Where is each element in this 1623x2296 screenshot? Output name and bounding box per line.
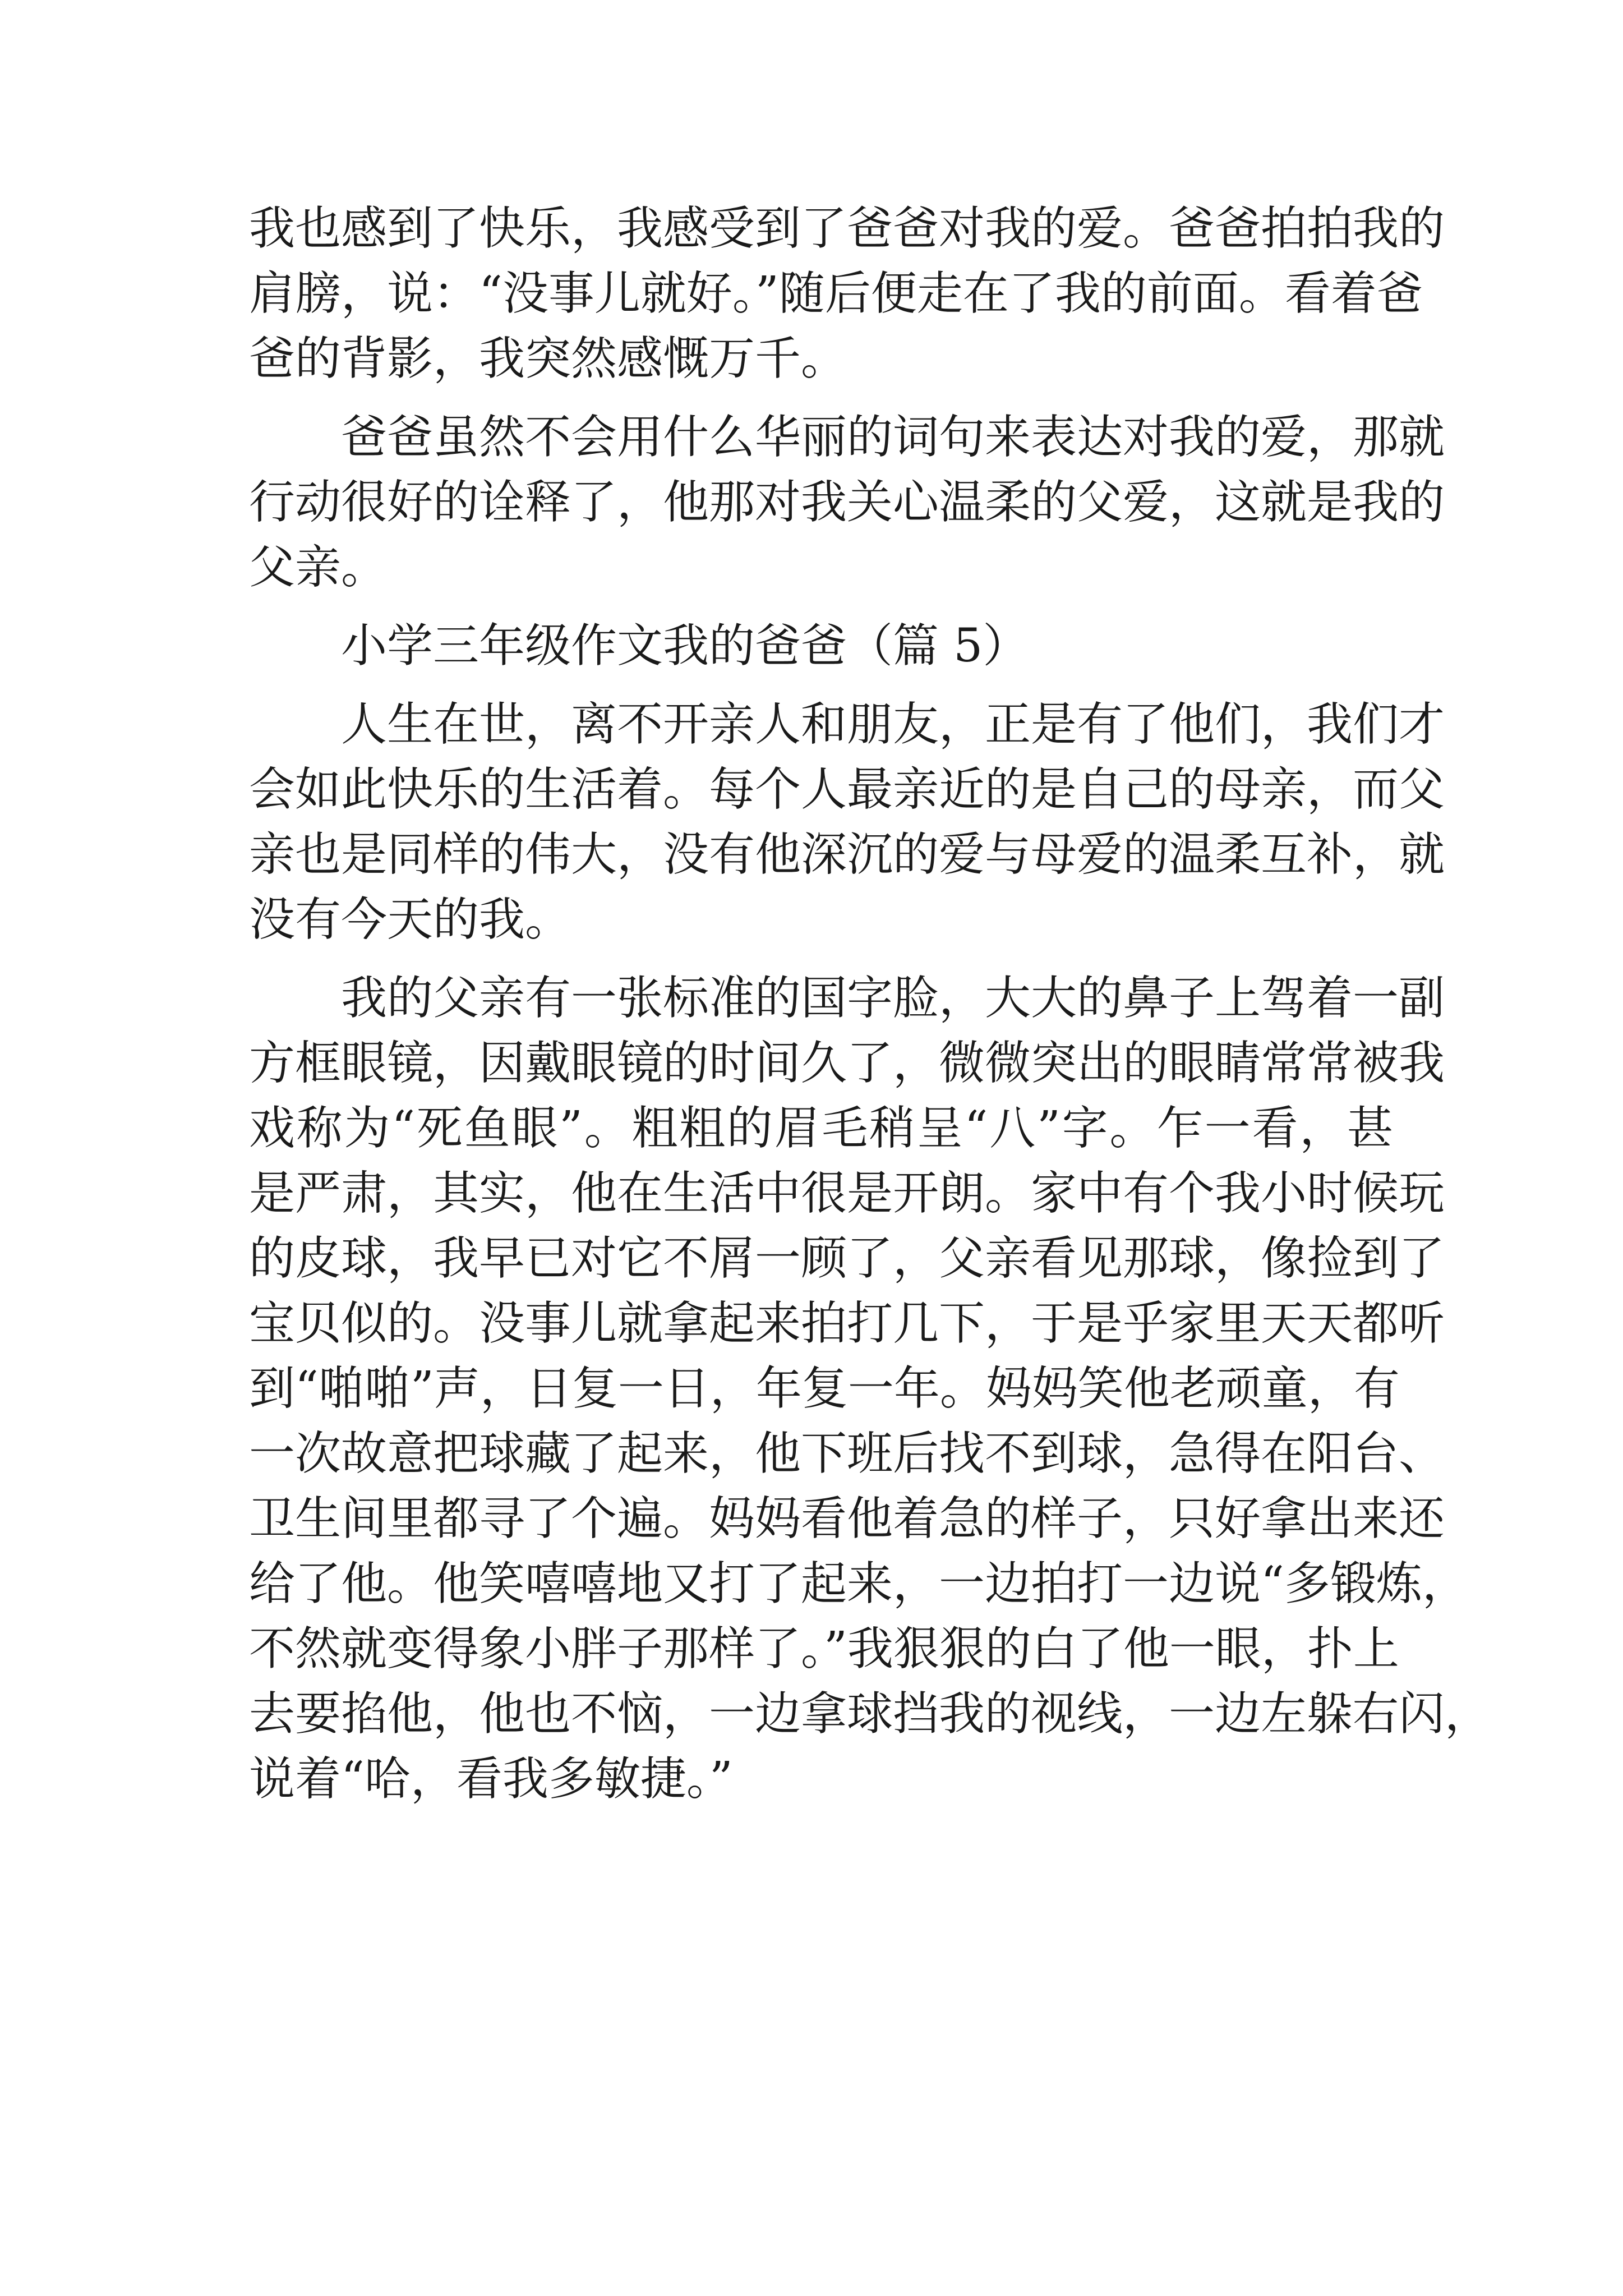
- text-line: 给了他。他笑嘻嘻地又打了起来，一边拍打一边说“多锻炼，: [249, 1557, 1468, 1611]
- article-body: [249, 196, 1491, 1812]
- text-line: 没有今天的我。: [249, 893, 571, 946]
- text-line: 父亲。: [249, 541, 388, 594]
- text-line: 是严肃，其实，他在生活中很是开朗。家中有个我小时候玩: [249, 1167, 1445, 1220]
- text-line: 的皮球，我早已对它不屑一顾了，父亲看见那球，像捡到了: [249, 1232, 1445, 1285]
- paragraph: [249, 405, 1445, 600]
- paragraph: [249, 692, 1445, 953]
- text-line: 一次故意把球藏了起来，他下班后找不到球，急得在阳台、: [249, 1427, 1445, 1480]
- text-line: 去要掐他，他也不恼，一边拿球挡我的视线，一边左躲右闪，: [249, 1687, 1491, 1741]
- paragraph: [249, 966, 1491, 1812]
- text-line: 我也感到了快乐，我感受到了爸爸对我的爱。爸爸拍拍我的: [249, 202, 1445, 255]
- text-line: 宝贝似的。没事儿就拿起来拍打几下，于是乎家里天天都听: [249, 1297, 1445, 1350]
- text-line: 方框眼镜，因戴眼镜的时间久了，微微突出的眼睛常常被我: [249, 1037, 1445, 1090]
- text-line: 行动很好的诠释了，他那对我关心温柔的父爱，这就是我的: [249, 476, 1445, 529]
- text-line: 说着“哈，看我多敏捷。”: [249, 1752, 733, 1806]
- text-line: 不然就变得象小胖子那样了。”我狠狠的白了他一眼，扑上: [249, 1622, 1399, 1676]
- text-line: 亲也是同样的伟大，没有他深沉的爱与母爱的温柔互补，就: [249, 828, 1445, 881]
- section-title: 小学三年级作文我的爸爸（篇 5）: [341, 619, 1029, 673]
- text-line: 卫生间里都寻了个遍。妈妈看他着急的样子，只好拿出来还: [249, 1492, 1445, 1545]
- text-line: 爸的背影，我突然感慨万千。: [249, 332, 847, 385]
- paragraph-continuation: [249, 196, 1445, 392]
- text-line: 戏称为“死鱼眼”。粗粗的眉毛稍呈“八”字。乍一看，甚: [249, 1102, 1393, 1155]
- section-heading: [249, 614, 1393, 679]
- text-line: 肩膀，说：“没事儿就好。”随后便走在了我的前面。看着爸: [249, 267, 1423, 320]
- text-line: 爸爸虽然不会用什么华丽的词句来表达对我的爱，那就: [341, 411, 1445, 464]
- text-line: 到“啪啪”声，日复一日，年复一年。妈妈笑他老顽童，有: [249, 1362, 1400, 1415]
- text-line: 人生在世，离不开亲人和朋友，正是有了他们，我们才: [341, 698, 1445, 751]
- text-line: 会如此快乐的生活着。每个人最亲近的是自己的母亲，而父: [249, 763, 1445, 816]
- text-line: 我的父亲有一张标准的国字脸，大大的鼻子上驾着一副: [341, 972, 1445, 1025]
